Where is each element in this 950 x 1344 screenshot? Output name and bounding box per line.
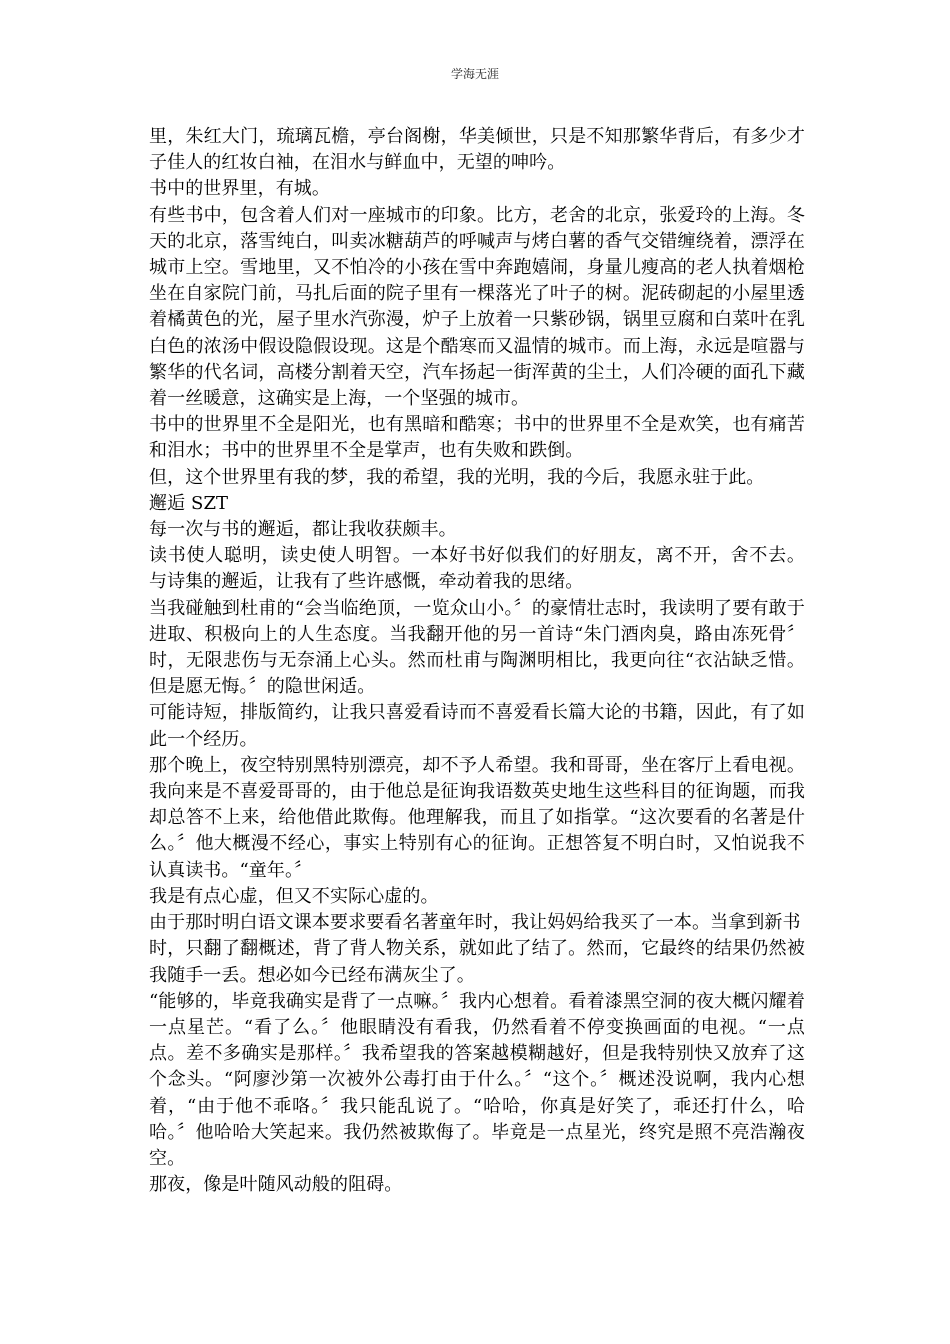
section-title: 邂逅 SZT — [149, 492, 229, 514]
paragraph: 里，朱红大门，琉璃瓦檐，亭台阁榭，华美倾世，只是不知那繁华背后，有多少才子佳人的红妆白袖，在泪水与鲜血中，无望的呻吟。 — [149, 126, 805, 174]
paragraph: 但，这个世界里有我的梦，我的希望，我的光明，我的今后，我愿永驻于此。 — [149, 466, 765, 488]
paragraph: 有些书中，包含着人们对一座城市的印象。比方，老舍的北京，张爱玲的上海。冬天的北京，落雪纯白，叫卖冰糖葫芦的呼喊声与烤白薯的香气交错缠绕着，漂浮在城市上空。雪地里，又不怕冷的小孩在雪中奔跑嬉闹，身量儿瘦高的老人执着烟枪坐在自家院门前，马扎后面的院子里有一棵落光了叶子的树。泥砖砌起的小屋里透着橘黄色的光，屋子里水汽弥漫，炉子上放着一只紫砂锅，锅里豆腐和白菜叶在乳白色的浓汤中假设隐假设现。这是个酷寒而又温情的城市。而上海，永远是喧嚣与繁华的代名词，高楼分割着天空，汽车扬起一街浑黄的尘土，人们冷硬的面孔下藏着一丝暖意，这确实是上海，一个坚强的城市。 — [149, 204, 805, 410]
paragraph: 每一次与书的邂逅，都让我收获颇丰。 — [149, 519, 457, 541]
paragraph: 那夜，像是叶随风动般的阻碍。 — [149, 1174, 403, 1196]
paragraph: 书中的世界里，有城。 — [149, 178, 330, 200]
paragraph: 可能诗短，排版简约，让我只喜爱看诗而不喜爱看长篇大论的书籍，因此，有了如此一个经历。 — [149, 702, 805, 750]
paragraph: 书中的世界里不全是阳光，也有黑暗和酷寒；书中的世界里不全是欢笑，也有痛苦和泪水；书中的世界里不全是掌声，也有失败和跌倒。 — [149, 414, 805, 462]
page-header: 学海无涯 — [450, 67, 499, 81]
paragraph: 读书使人聪明，读史使人明智。一本好书好似我们的好朋友，离不开，舍不去。 与诗集的邂逅，让我有了些许感慨，牵动着我的思绪。 — [149, 545, 805, 593]
paragraph: 由于那时明白语文课本要求要看名著童年时，我让妈妈给我买了一本。当拿到新书 — [149, 912, 801, 934]
paragraph: “能够的，毕竟我确实是背了一点嘛。〞我内心想着。看着漆黑空洞的夜大概闪耀着一点星芒。“看了么。〞他眼睛没有看我，仍然看着不停变换画面的电视。“一点点。差不多确实是那样。〞我希望我的答案越模糊越好，但是我特别快又放弃了这个念头。“阿廖沙第一次被外公毒打由于什么。〞“这个。〞概述没说啊，我内心想着，“由于他不乖咯。〞我只能乱说了。“哈哈，你真是好笑了，乖还打什么，哈哈。〞他哈哈大笑起来。我仍然被欺侮了。毕竟是一点星光，终究是照不亮浩瀚夜空。 — [149, 990, 805, 1169]
document-body — [149, 124, 805, 1198]
paragraph: 当我碰触到杜甫的“会当临绝顶，一览众山小。〞的豪情壮志时，我读明了要有敢于进取、积极向上的人生态度。当我翻开他的另一首诗“朱门酒肉臭，路由冻死骨〞时，无限悲伤与无奈涌上心头。然而杜甫与陶渊明相比，我更向往“衣沾缺乏惜。但是愿无悔。〞的隐世闲适。 — [149, 597, 805, 698]
paragraph: 那个晚上，夜空特别黑特别漂亮，却不予人希望。我和哥哥，坐在客厅上看电视。我向来是不喜爱哥哥的，由于他总是征询我语数英史地生这些科目的征询题，而我却总答不上来，给他借此欺侮。他理解我，而且了如指掌。“这次要看的名著是什么。〞他大概漫不经心，事实上特别有心的征询。正想答复不明白时，又怕说我不认真读书。“童年。〞 — [149, 754, 805, 881]
paragraph: 我是有点心虚，但又不实际心虚的。 — [149, 885, 439, 907]
paragraph: 时，只翻了翻概述，背了背人物关系，就如此了结了。然而，它最终的结果仍然被我随手一丢。想必如今已经布满灰尘了。 — [149, 938, 805, 986]
